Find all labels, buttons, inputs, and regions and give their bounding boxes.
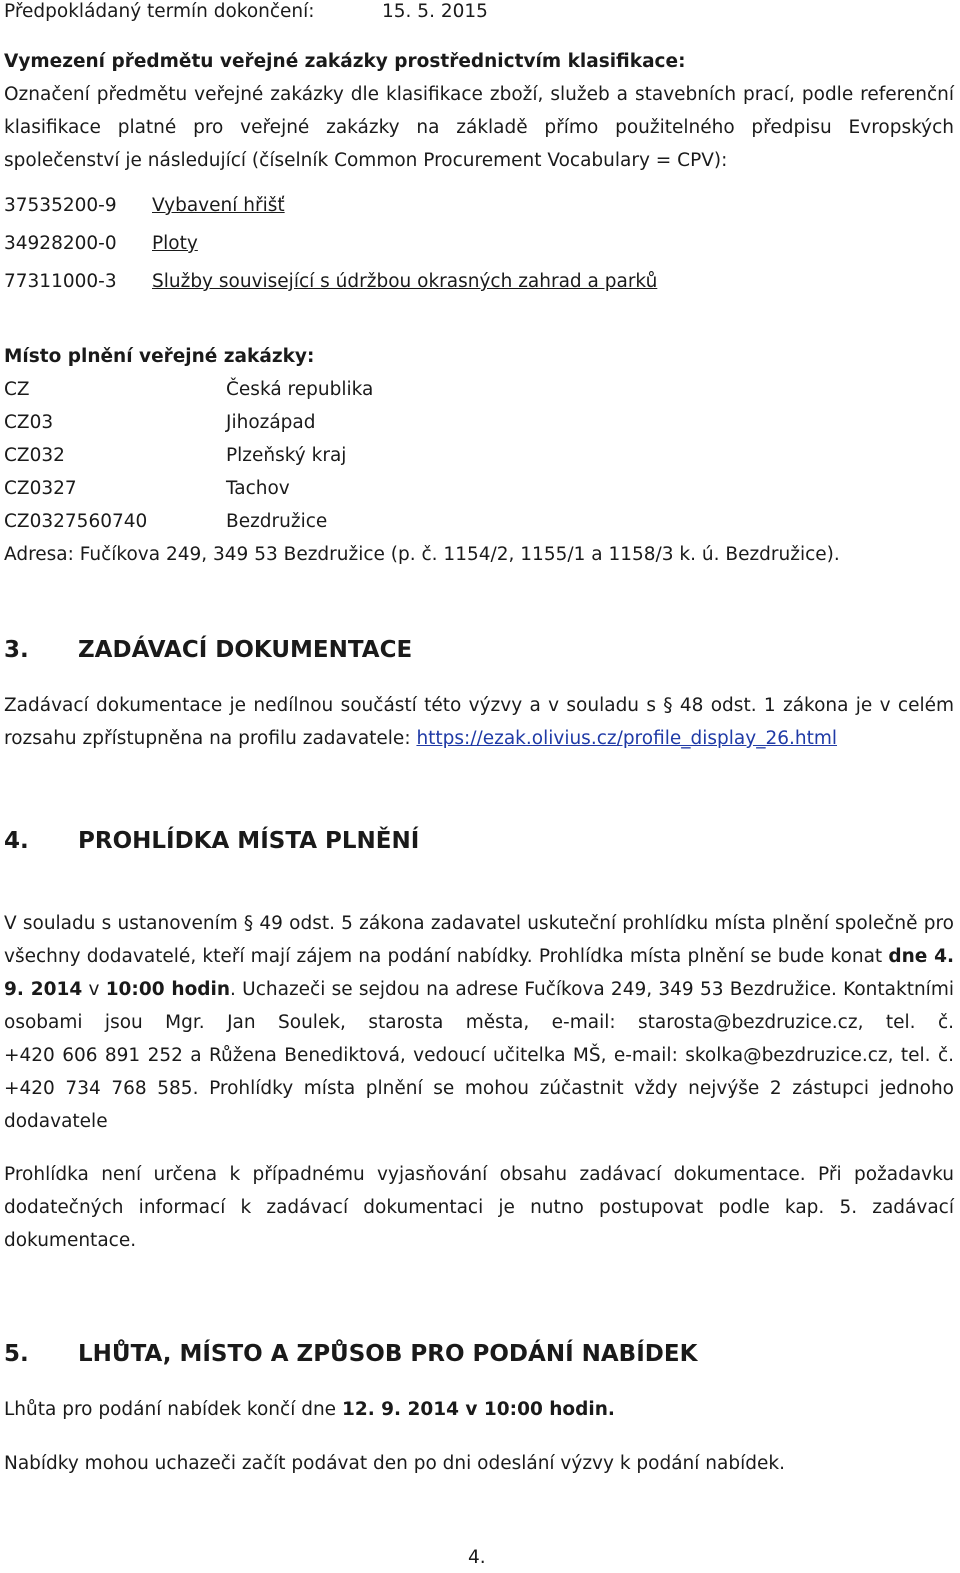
section5-deadline: Lhůta pro podání nabídek končí dne 12. 9. 2014 v 10:00 hodin. xyxy=(4,1399,615,1420)
section5-text-line: Nabídky mohou uchazeči začít podávat den po dni odeslání výzvy k podání nabídek. xyxy=(4,1453,785,1474)
section4-text-line: 9. 2014 v 10:00 hodin. Uchazeči se sejdou na adrese Fučíkova 249, 349 53 Bezdružice. Kontaktními xyxy=(4,979,954,1000)
cpv-code: 77311000-3 xyxy=(4,271,117,292)
section4-text-line: Prohlídka není určena k případnému vyjasňování obsahu zadávací dokumentace. Při požadavku xyxy=(4,1164,954,1185)
section-title: LHŮTA, MÍSTO A ZPŮSOB PRO PODÁNÍ NABÍDEK xyxy=(78,1341,698,1367)
section4-text-line: +420 734 768 585. Prohlídky místa plnění se mohou zúčastnit vždy nejvýše 2 zástupci jednoho xyxy=(4,1078,954,1099)
completion-date-label: Předpokládaný termín dokončení: xyxy=(4,1,315,22)
cpv-code: 37535200-9 xyxy=(4,195,117,216)
place-code: CZ0327 xyxy=(4,478,77,499)
section4-text-line: dokumentace. xyxy=(4,1230,137,1251)
place-heading: Místo plnění veřejné zakázky: xyxy=(4,346,315,367)
place-name: Bezdružice xyxy=(226,511,328,532)
section3-text-line1: Zadávací dokumentace je nedílnou součástí této výzvy a v souladu s § 48 odst. 1 zákona je v celém xyxy=(4,695,954,716)
place-code: CZ032 xyxy=(4,445,65,466)
section-number: 3. xyxy=(4,637,29,663)
cpv-name: Vybavení hřišť xyxy=(152,195,285,216)
section4-text-line: +420 606 891 252 a Růžena Benediktová, vedoucí učitelka MŠ, e-mail: skolka@bezdruzice.cz, tel. č. xyxy=(4,1045,954,1066)
page-number: 4. xyxy=(468,1547,486,1568)
cpv-code: 34928200-0 xyxy=(4,233,117,254)
classification-text-line3: společenství je následující (číselník Common Procurement Vocabulary = CPV): xyxy=(4,150,728,171)
section4-text-line: dodatečných informací k zadávací dokumentaci je nutno postupovat podle kap. 5. zadávací xyxy=(4,1197,954,1218)
place-name: Česká republika xyxy=(226,379,374,400)
profile-link[interactable]: https://ezak.olivius.cz/profile_display_26.html xyxy=(416,728,838,749)
section-number: 4. xyxy=(4,828,29,854)
section3-text-line2: rozsahu zpřístupněna na profilu zadavatele: https://ezak.olivius.cz/profile_display_26.html xyxy=(4,728,838,749)
place-name: Tachov xyxy=(226,478,290,499)
place-code: CZ03 xyxy=(4,412,54,433)
section4-text-line: dodavatele xyxy=(4,1111,108,1132)
place-name: Jihozápad xyxy=(226,412,316,433)
cpv-name: Ploty xyxy=(152,233,198,254)
section4-text-line: osobami jsou Mgr. Jan Soulek, starosta města, e-mail: starosta@bezdruzice.cz, tel. č. xyxy=(4,1012,954,1033)
place-code: CZ0327560740 xyxy=(4,511,148,532)
section-title: ZADÁVACÍ DOKUMENTACE xyxy=(78,637,413,663)
place-name: Plzeňský kraj xyxy=(226,445,347,466)
classification-text-line2: klasifikace platné pro veřejné zakázky na základě přímo použitelného předpisu Evropských xyxy=(4,117,954,138)
section-number: 5. xyxy=(4,1341,29,1367)
place-code: CZ xyxy=(4,379,30,400)
classification-text-line1: Označení předmětu veřejné zakázky dle klasifikace zboží, služeb a stavebních prací, podle referenční xyxy=(4,84,954,105)
cpv-name: Služby související s údržbou okrasných zahrad a parků xyxy=(152,271,658,292)
section-title: PROHLÍDKA MÍSTA PLNĚNÍ xyxy=(78,828,420,854)
section4-text-line: všechny dodavatelé, kteří mají zájem na podání nabídky. Prohlídka místa plnění se bude konat dne 4. xyxy=(4,946,954,967)
section4-text-line: V souladu s ustanovením § 49 odst. 5 zákona zadavatel uskuteční prohlídku místa plnění společně pro xyxy=(4,913,954,934)
completion-date-value: 15. 5. 2015 xyxy=(382,1,488,22)
place-address: Adresa: Fučíkova 249, 349 53 Bezdružice (p. č. 1154/2, 1155/1 a 1158/3 k. ú. Bezdružice). xyxy=(4,544,840,565)
classification-heading: Vymezení předmětu veřejné zakázky prostřednictvím klasifikace: xyxy=(4,51,686,72)
